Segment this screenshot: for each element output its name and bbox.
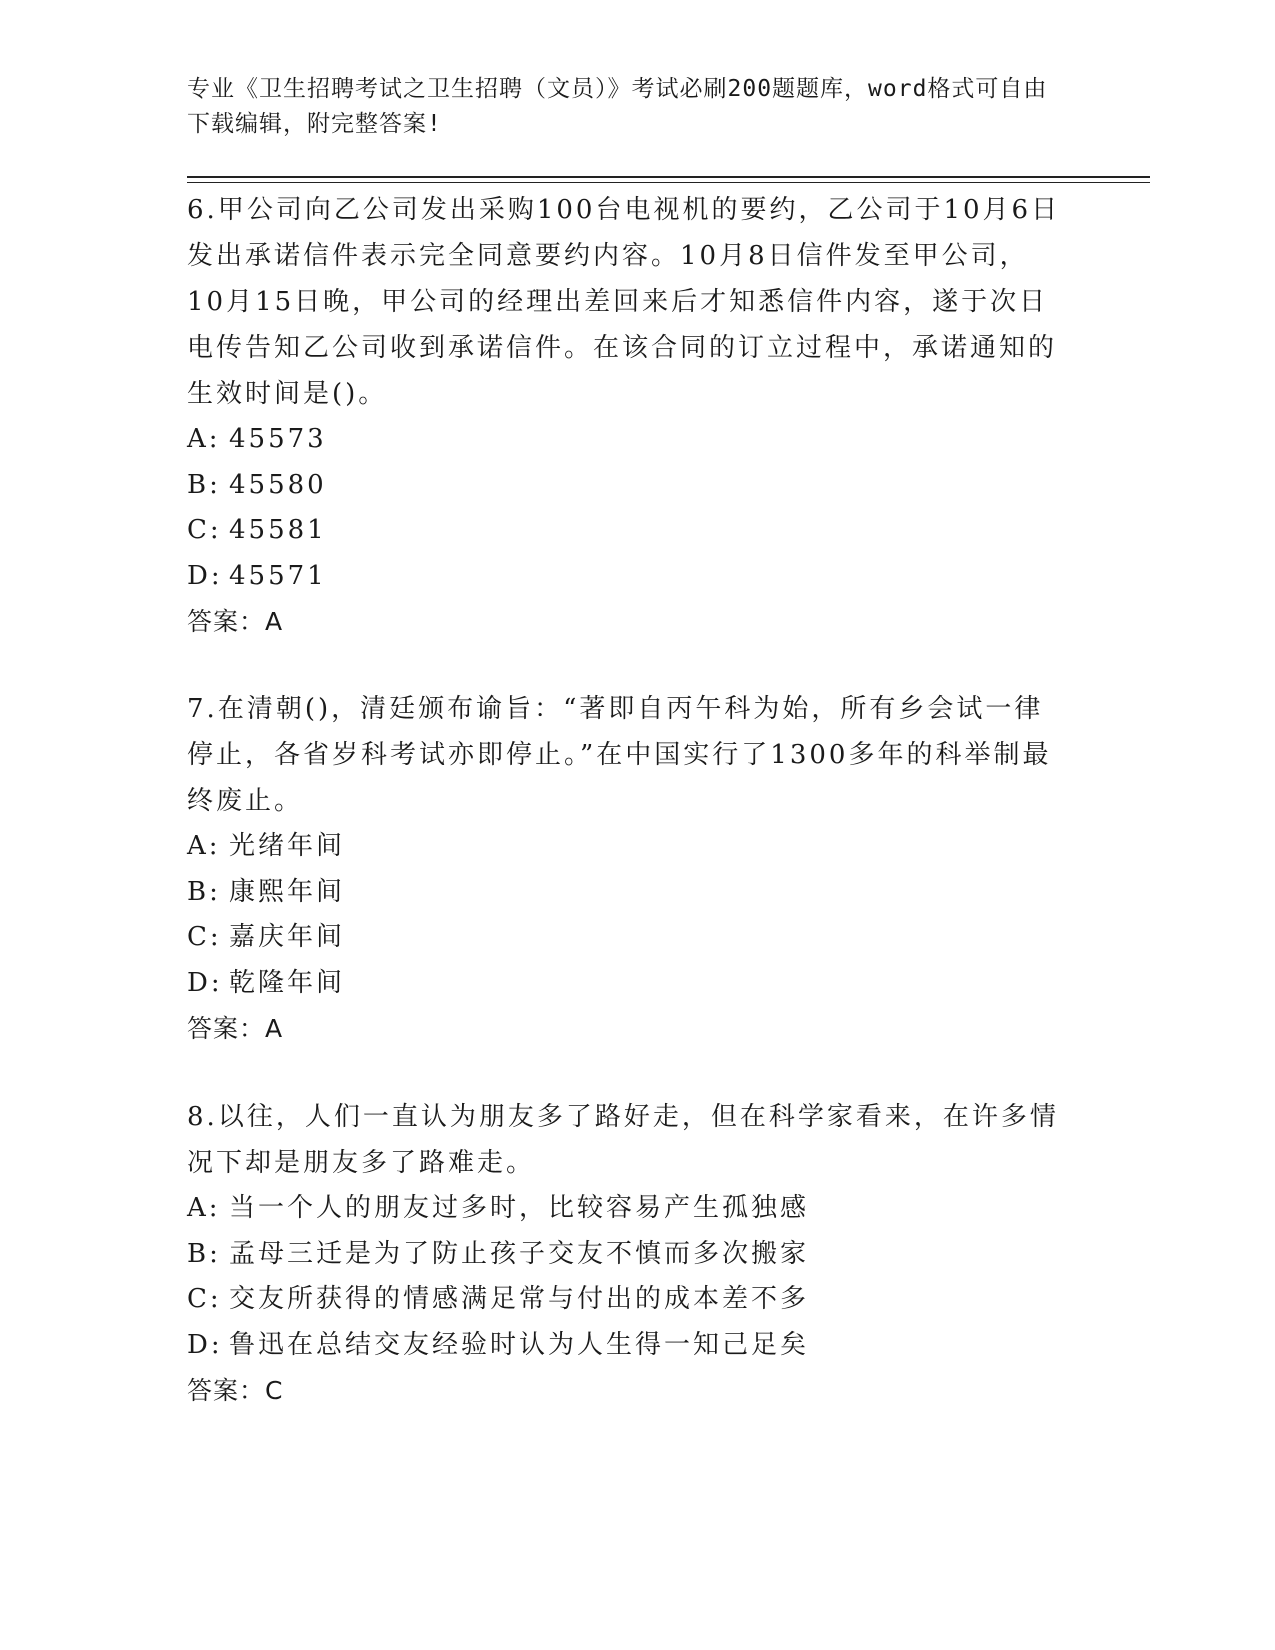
question-number: 6. xyxy=(187,195,218,225)
question-7 xyxy=(187,686,1067,1052)
question-number: 8. xyxy=(187,1102,218,1132)
option-letter: A: xyxy=(187,831,221,861)
option-letter: C: xyxy=(187,1284,222,1314)
option-b xyxy=(187,1232,1067,1278)
option-b xyxy=(187,463,1067,509)
option-letter: B: xyxy=(187,469,221,500)
option-text: 45573 xyxy=(229,424,327,454)
option-text: 康熙年间 xyxy=(229,876,346,907)
question-text xyxy=(187,187,1067,417)
option-letter: D: xyxy=(187,1329,223,1360)
question-8 xyxy=(187,1094,1067,1414)
option-text: 光绪年间 xyxy=(229,831,346,861)
question-text xyxy=(187,1094,1067,1186)
question-number: 7. xyxy=(187,694,218,724)
option-text: 45571 xyxy=(229,560,327,591)
option-text: 45581 xyxy=(229,515,327,545)
question-body: 以往，人们一直认为朋友多了路好走，但在科学家看来，在许多情况下却是朋友多了路难走。 xyxy=(187,1102,1059,1178)
option-letter: D: xyxy=(187,967,223,998)
option-letter: D: xyxy=(187,560,223,591)
question-body: 甲公司向乙公司发出采购100台电视机的要约，乙公司于10月6日发出承诺信件表示完全同意要约内容。10月8日信件发至甲公司，10月15日晚，甲公司的经理出差回来后才知悉信件内容，遂于次日电传告知乙公司收到承诺信件。在该合同的订立过程中，承诺通知的生效时间是()。 xyxy=(187,195,1061,409)
question-text xyxy=(187,686,1067,824)
option-text: 鲁迅在总结交友经验时认为人生得一知己足矣 xyxy=(229,1329,810,1360)
option-text: 孟母三迁是为了防止孩子交友不慎而多次搬家 xyxy=(229,1238,810,1269)
option-d xyxy=(187,1323,1067,1369)
question-body: 在清朝()，清廷颁布谕旨：“著即自丙午科为始，所有乡会试一律停止，各省岁科考试亦即停止。”在中国实行了1300多年的科举制最终废止。 xyxy=(187,694,1052,816)
option-text: 当一个人的朋友过多时，比较容易产生孤独感 xyxy=(229,1193,810,1223)
option-d xyxy=(187,961,1067,1007)
option-letter: B: xyxy=(187,876,221,907)
header-title: 专业《卫生招聘考试之卫生招聘（文员）》考试必刷200题题库，word格式可自由下载编辑，附完整答案! xyxy=(187,76,1048,137)
option-letter: C: xyxy=(187,515,222,545)
option-text: 嘉庆年间 xyxy=(229,922,346,952)
option-text: 45580 xyxy=(229,469,327,500)
option-letter: A: xyxy=(187,1193,221,1223)
header-divider-thin xyxy=(187,182,1150,183)
answer-line: 答案：A xyxy=(187,607,284,636)
option-a xyxy=(187,417,1067,463)
document-header xyxy=(187,72,1067,142)
option-c xyxy=(187,1277,1067,1323)
option-text: 乾隆年间 xyxy=(229,967,346,998)
option-b xyxy=(187,870,1067,916)
option-a xyxy=(187,824,1067,870)
option-c xyxy=(187,915,1067,961)
answer-line: 答案：C xyxy=(187,1376,284,1405)
option-d xyxy=(187,554,1067,600)
option-text: 交友所获得的情感满足常与付出的成本差不多 xyxy=(229,1284,810,1314)
answer-line: 答案：A xyxy=(187,1014,284,1043)
option-letter: B: xyxy=(187,1238,221,1269)
header-divider-thick xyxy=(187,176,1150,178)
option-c xyxy=(187,508,1067,554)
option-a xyxy=(187,1186,1067,1232)
question-6 xyxy=(187,187,1067,645)
option-letter: C: xyxy=(187,922,222,952)
option-letter: A: xyxy=(187,424,221,454)
